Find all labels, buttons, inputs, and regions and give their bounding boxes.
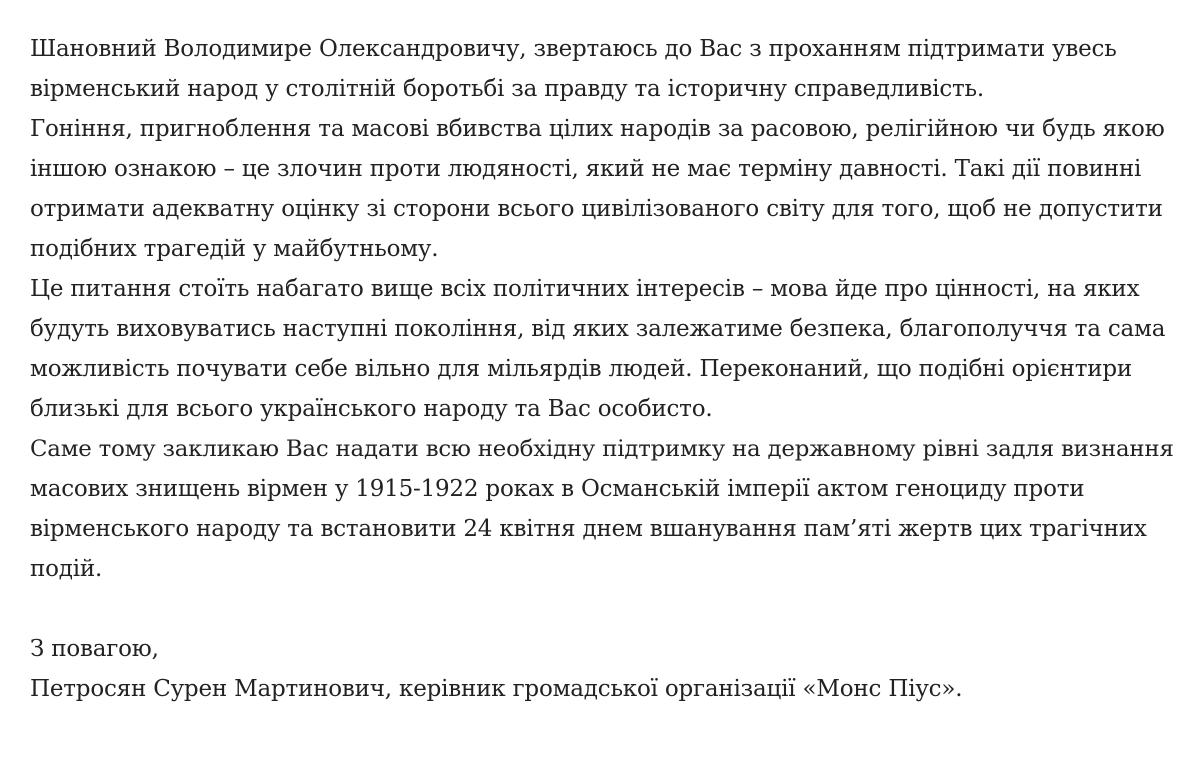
paragraph-appeal (30, 29, 1180, 109)
text-line: вірменський народ у столітній боротьбі за правду та історичну справедливість. (30, 76, 984, 102)
text-line: будуть виховуватись наступні покоління, від яких залежатиме безпека, благополуччя та сама (30, 316, 1166, 342)
text-line: подій. (30, 556, 103, 582)
text-line: подібних трагедій у майбутньому. (30, 236, 439, 262)
signature: Петросян Сурен Мартинович, керівник громадської організації «Монс Піус». (30, 676, 963, 702)
text-line: Шановний Володимире Олександровичу, звертаюсь до Вас з проханням підтримати увесь (30, 36, 1117, 62)
closing: З повагою, (30, 636, 159, 662)
text-line: Саме тому закликаю Вас надати всю необхідну підтримку на державному рівні задля визнання (30, 436, 1174, 462)
paragraph-values (30, 269, 1180, 429)
text-line: Це питання стоїть набагато вище всіх політичних інтересів – мова йде про цінності, на яких (30, 276, 1140, 302)
text-line: можливість почувати себе вільно для мільярдів людей. Переконаний, що подібні орієнтири (30, 356, 1133, 382)
text-line: іншою ознакою – це злочин проти людяності, який не має терміну давності. Такі дії повинні (30, 156, 1142, 182)
paragraph-persecution (30, 109, 1180, 269)
paragraph-request (30, 429, 1180, 589)
text-line: отримати адекватну оцінку зі сторони всього цивілізованого світу для того, щоб не допустити (30, 196, 1163, 222)
text-line: вірменського народу та встановити 24 квітня днем вшанування пам’яті жертв цих трагічних (30, 516, 1147, 542)
letter-body (30, 29, 1180, 709)
blank-line (30, 589, 1180, 629)
text-line: Гоніння, пригноблення та масові вбивства цілих народів за расовою, релігійною чи будь якою (30, 116, 1165, 142)
text-line: масових знищень вірмен у 1915-1922 роках в Османській імперії актом геноциду проти (30, 476, 1085, 502)
text-line: близькі для всього українського народу та Вас особисто. (30, 396, 713, 422)
